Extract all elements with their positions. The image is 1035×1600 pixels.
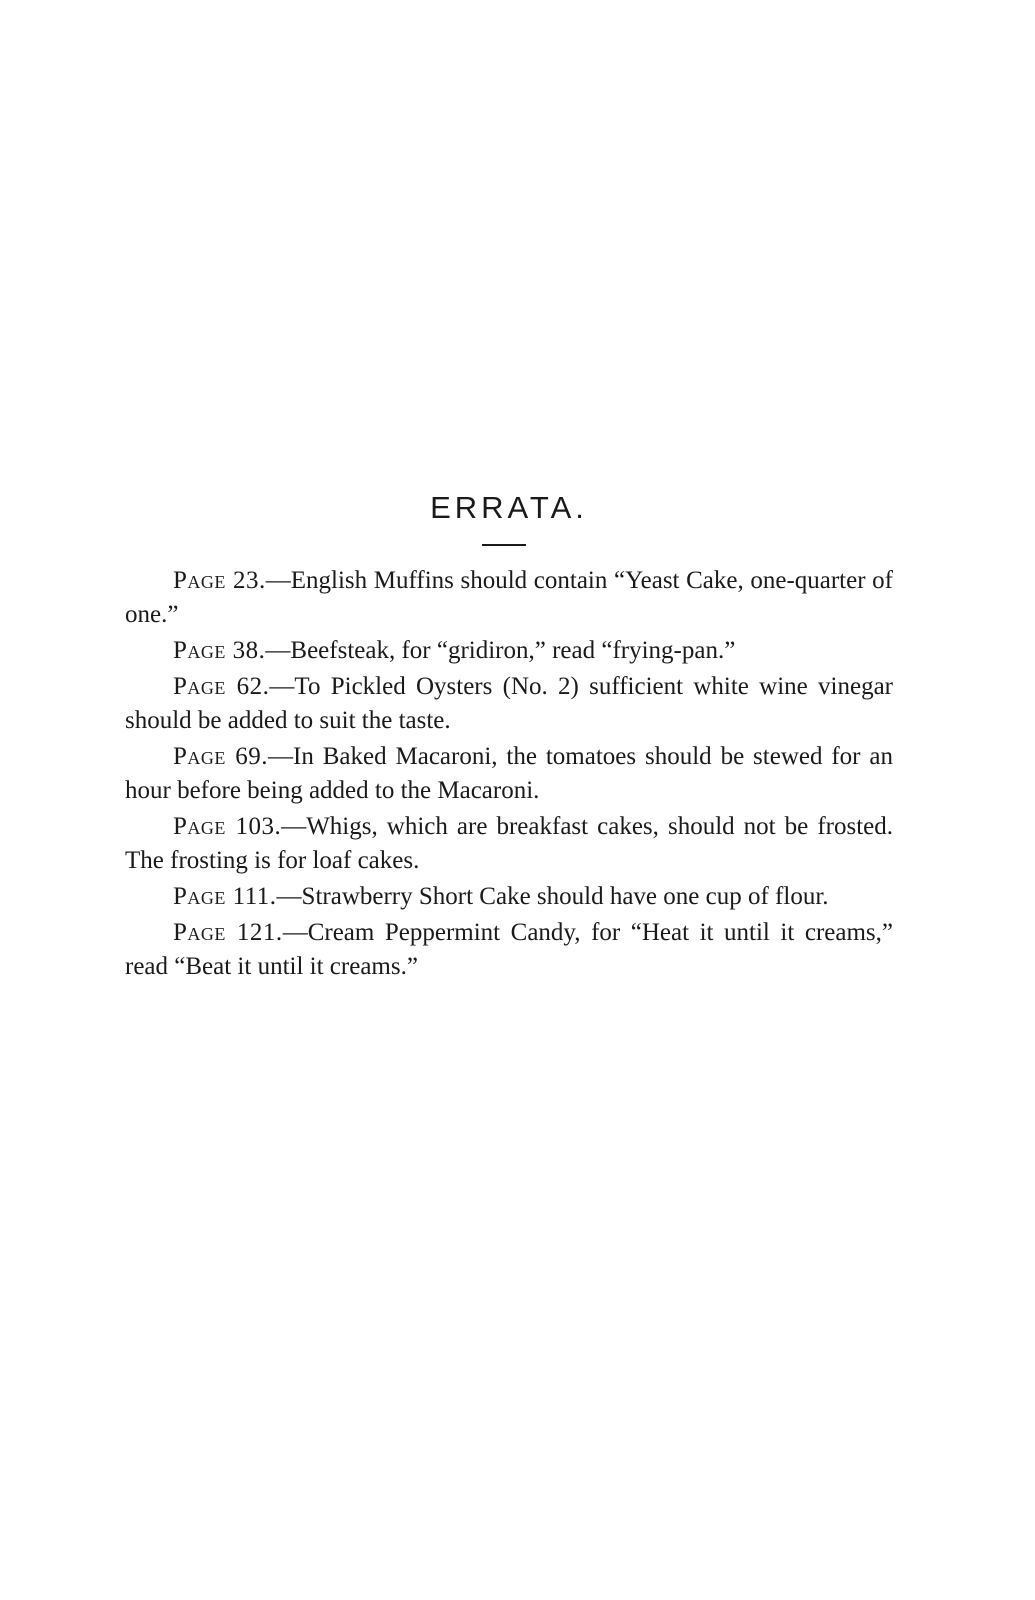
errata-entry: [125, 740, 893, 808]
errata-page: [125, 0, 893, 1600]
entry-page-ref: Page 103.: [173, 813, 282, 840]
entry-text: —Beefsteak, for “gridiron,” read “frying-pan.”: [265, 637, 736, 664]
entry-page-ref: Page 38.: [173, 637, 266, 664]
errata-entry: [125, 634, 893, 668]
page-title: ERRATA.: [430, 490, 588, 525]
entry-page-ref: Page 111.: [173, 883, 277, 910]
entry-text: —English Muffins should contain “Yeast Cake, one-quarter of one.”: [125, 567, 893, 628]
errata-entry: [125, 916, 893, 984]
errata-entry: [125, 810, 893, 878]
entry-page-ref: Page 23.: [173, 567, 266, 594]
entry-text: —Whigs, which are breakfast cakes, should not be frosted. The frosting is for loaf cakes.: [125, 813, 893, 874]
title-divider: [482, 544, 526, 546]
errata-list: [125, 564, 893, 986]
entry-text: —Cream Peppermint Candy, for “Heat it until it creams,” read “Beat it until it creams.”: [125, 919, 893, 980]
errata-entry: [125, 880, 893, 914]
entry-text: —Strawberry Short Cake should have one cup of flour.: [276, 883, 829, 910]
entry-page-ref: Page 69.: [173, 743, 269, 770]
errata-entry: [125, 670, 893, 738]
errata-entry: [125, 564, 893, 632]
entry-page-ref: Page 62.: [173, 673, 270, 700]
entry-page-ref: Page 121.: [173, 919, 283, 946]
entry-text: —To Pickled Oysters (No. 2) sufficient white wine vinegar should be added to suit the taste.: [125, 673, 893, 734]
entry-text: —In Baked Macaroni, the tomatoes should be stewed for an hour before being added to the Macaroni.: [125, 743, 893, 804]
